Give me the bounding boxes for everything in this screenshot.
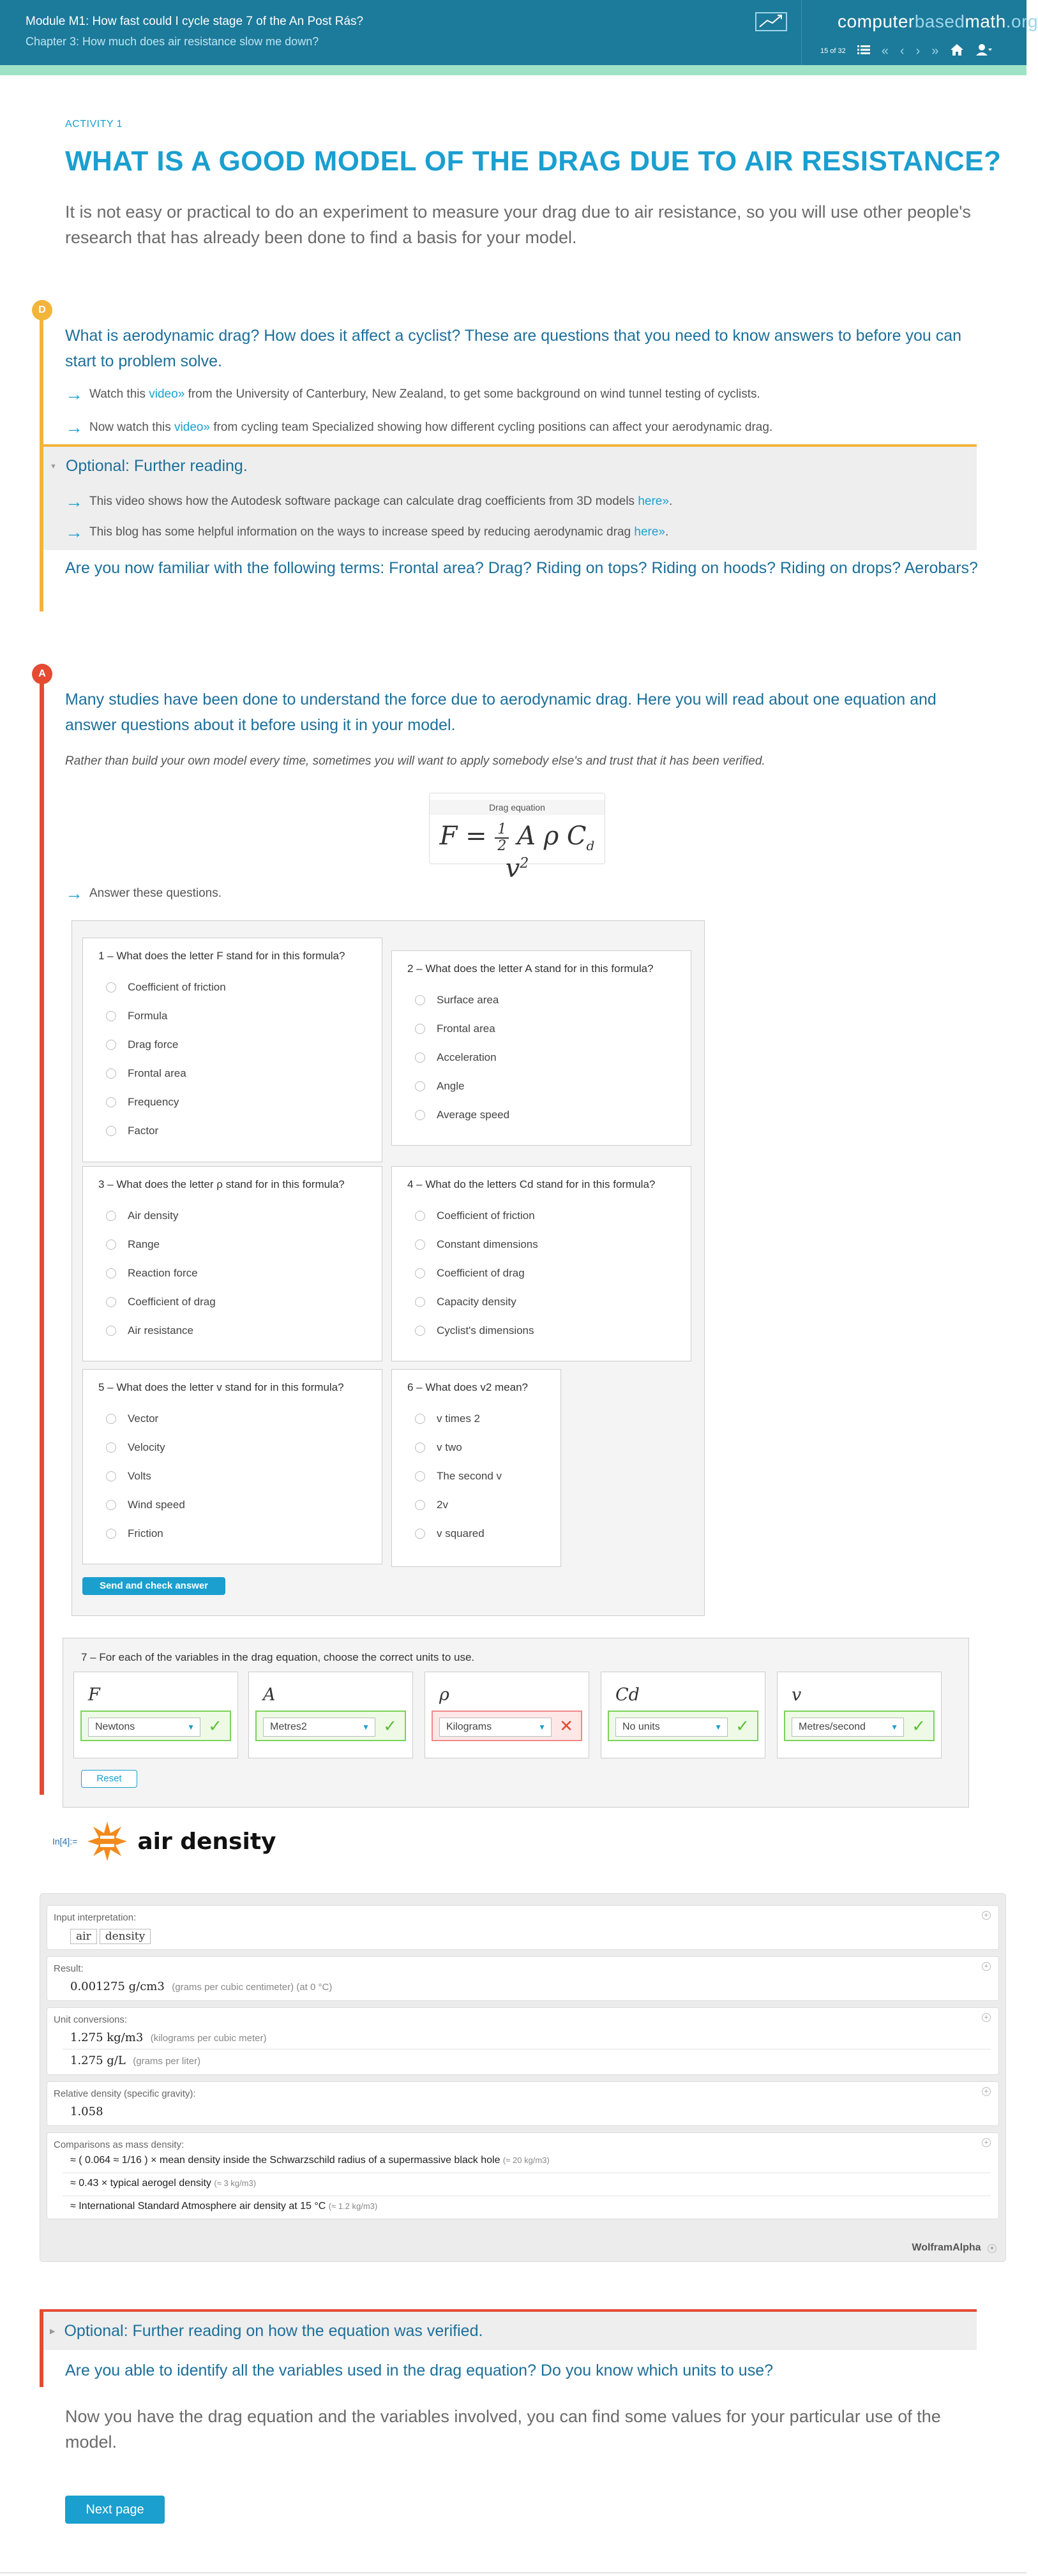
video-bullet-1-text (89, 387, 760, 401)
expand-triangle-icon: ▼ (50, 462, 57, 470)
radio-button[interactable] (415, 1024, 425, 1034)
q2-option-2[interactable] (415, 1014, 691, 1043)
optional-verification-box (43, 2309, 977, 2350)
option-label: Wind speed (128, 1498, 185, 1511)
arrow-icon: → (65, 522, 83, 542)
radio-button[interactable] (106, 1268, 116, 1278)
arrow-icon: → (65, 491, 83, 511)
q1-option-3[interactable] (106, 1030, 382, 1059)
user-icon[interactable] (975, 43, 992, 59)
next-page-icon[interactable]: › (915, 44, 921, 58)
section-d-closing-question: Are you now familiar with the following terms: Frontal area? Drag? Riding on tops? Riding on hoods? Riding on drops? Aerobars? (65, 559, 978, 577)
unit-variable-label: v (792, 1685, 802, 1705)
radio-button[interactable] (106, 1442, 116, 1453)
interpretation-chips (70, 1929, 153, 1944)
option-label: Cyclist's dimensions (437, 1324, 534, 1337)
unit-variable-label: ρ (439, 1685, 449, 1705)
header-bar (0, 0, 1038, 65)
q6-option-5[interactable] (415, 1519, 560, 1548)
radio-button[interactable] (106, 1326, 116, 1336)
comparison-text: ≈ 0.43 × typical aerogel density (70, 2178, 211, 2189)
arrow-icon: → (65, 417, 83, 437)
q6-option-2[interactable] (415, 1433, 560, 1462)
q5-option-4[interactable] (106, 1490, 382, 1519)
eq-denominator: 2 (497, 838, 507, 854)
option-label: Reaction force (128, 1266, 198, 1279)
section-d-badge: D (32, 300, 52, 320)
q5-option-1[interactable] (106, 1404, 382, 1433)
radio-button[interactable] (415, 1297, 425, 1307)
eq-v: v (505, 854, 520, 883)
unit-note: (grams per liter) (133, 2056, 201, 2067)
reset-button[interactable]: Reset (81, 1770, 137, 1788)
q4-option-5[interactable] (415, 1316, 691, 1345)
radio-button[interactable] (106, 1040, 116, 1050)
unit-select-f[interactable] (88, 1718, 200, 1737)
q4-option-3[interactable] (415, 1259, 691, 1287)
option-label: Frequency (128, 1095, 179, 1108)
result-line (70, 1980, 332, 1993)
radio-button[interactable] (415, 1529, 425, 1539)
list-icon[interactable] (857, 45, 870, 57)
pod-result (47, 1956, 999, 2001)
option-label: 2v (437, 1498, 448, 1511)
pod-relative-density (47, 2081, 999, 2126)
units-panel (63, 1638, 969, 1808)
optional-verification-title: Optional: Further reading on how the equation was verified. (64, 2322, 483, 2340)
q1-option-1[interactable] (106, 973, 382, 1001)
q5-option-2[interactable] (106, 1433, 382, 1462)
pod-unit-conversions (47, 2007, 999, 2075)
q6-option-4[interactable] (415, 1490, 560, 1519)
q3-option-5[interactable] (106, 1316, 382, 1345)
unit-variable-label: F (88, 1685, 100, 1705)
q3-option-2[interactable] (106, 1230, 382, 1259)
optional-bullet-2-text (89, 525, 668, 539)
radio-button[interactable] (106, 1097, 116, 1107)
closing-paragraph: Now you have the drag equation and the variables involved, you can find some values for your particular use of the model. (65, 2407, 941, 2452)
wolfram-input-row (52, 1820, 276, 1862)
chevron-down-icon: ▼ (714, 1723, 722, 1732)
chevron-down-icon: ▼ (891, 1723, 898, 1732)
question-4-title: 4 – What do the letters Cd stand for in this formula? (407, 1178, 656, 1190)
optional-reading-toggle[interactable] (50, 457, 248, 476)
unit-select-value: Newtons (95, 1721, 135, 1732)
unit-select-wrap-v (784, 1711, 935, 1741)
radio-button[interactable] (106, 1500, 116, 1510)
question-4 (391, 1166, 691, 1361)
unit-value: 1.275 kg/m3 (70, 2031, 144, 2044)
wolfram-star-icon (86, 1820, 128, 1862)
option-label: Angle (437, 1079, 465, 1092)
b2-pre: Now watch this (89, 421, 175, 434)
question-5-title: 5 – What does the letter v stand for in this formula? (98, 1381, 344, 1393)
q6-option-1[interactable] (415, 1404, 560, 1433)
wolfram-result-panel (40, 1893, 1006, 2262)
video-bullet-1 (65, 386, 760, 403)
eq-numerator: 1 (495, 822, 509, 839)
option-label: Air density (128, 1209, 179, 1222)
radio-button[interactable] (415, 1500, 425, 1510)
q2-option-1[interactable] (415, 985, 691, 1014)
b2-post: from cycling team Specialized showing how different cycling positions can affect your aerodynamic drag. (210, 421, 773, 434)
activity-label: ACTIVITY 1 (65, 119, 123, 130)
radio-button[interactable] (106, 1471, 116, 1481)
o1-post: . (668, 495, 673, 508)
drag-equation-label: Drag equation (430, 800, 605, 815)
radio-button[interactable] (106, 982, 116, 992)
arrow-icon: → (65, 384, 83, 404)
relative-density-value: 1.058 (70, 2105, 103, 2118)
q6-option-3[interactable] (415, 1462, 560, 1490)
unit-select-value: Kilograms (446, 1721, 492, 1732)
drag-equation (430, 821, 605, 883)
blog-link[interactable]: here» (634, 525, 665, 539)
unit-select-value: Metres2 (270, 1721, 307, 1732)
drag-equation-box (429, 793, 605, 883)
answer-prompt-text: Answer these questions. (89, 887, 222, 900)
option-label: Coefficient of drag (437, 1266, 525, 1279)
video-link-1[interactable]: video» (149, 387, 185, 401)
radio-button[interactable] (415, 1326, 425, 1336)
home-icon[interactable] (950, 43, 964, 59)
option-label: Vector (128, 1412, 159, 1425)
option-label: The second v (437, 1469, 502, 1482)
unit-select-cd[interactable] (615, 1718, 728, 1737)
unit-card-a (248, 1672, 413, 1758)
comparison-text: ≈ ( 0.064 ≈ 1/16 ) × mean density inside the Schwarzschild radius of a supermassive black hole (70, 2155, 500, 2166)
video-bullet-2-text (89, 421, 772, 435)
optional-reading-box (43, 444, 977, 550)
question-3-title: 3 – What does the letter ρ stand for in this formula? (98, 1178, 345, 1190)
q2-option-5[interactable] (415, 1100, 691, 1129)
option-label: Range (128, 1238, 160, 1250)
radio-button[interactable] (106, 1239, 116, 1250)
video-bullet-2 (65, 419, 772, 437)
page-count: 15 of 32 (820, 47, 846, 55)
chevron-down-icon: ▼ (362, 1723, 370, 1732)
activity-title: WHAT IS A GOOD MODEL OF THE DRAG DUE TO AIR RESISTANCE? (65, 146, 1002, 177)
o2-pre: This blog has some helpful information on the ways to increase speed by reducing aerodynamic drag (89, 525, 635, 539)
radio-button[interactable] (106, 1068, 116, 1079)
radio-button[interactable] (415, 995, 425, 1005)
pod-title: Input interpretation: (54, 1912, 137, 1923)
bottom-rule (0, 2572, 1027, 2573)
chart-icon[interactable] (753, 9, 789, 34)
video-link-2[interactable]: video» (174, 421, 211, 434)
q3-option-4[interactable] (106, 1287, 382, 1316)
unit-select-value: Metres/second (799, 1721, 866, 1732)
cross-icon: ✕ (559, 1716, 573, 1735)
chapter-title[interactable]: Chapter 3: How much does air resistance slow me down? (26, 35, 319, 48)
q1-option-6[interactable] (106, 1116, 382, 1145)
next-page-button[interactable]: Next page (65, 2496, 165, 2524)
wolfram-query[interactable]: air density (137, 1828, 276, 1855)
option-label: Constant dimensions (437, 1238, 538, 1250)
brand-word-computer: computer (838, 11, 915, 31)
unit-line-1 (70, 2031, 266, 2044)
section-a-heading: Many studies have been done to understand the force due to aerodynamic drag. Here you will read about one equation and answer questions about it before using it in your model. (65, 691, 936, 734)
radio-button[interactable] (415, 1211, 425, 1221)
pod-title: Unit conversions: (54, 2014, 128, 2025)
optional-bullet-1-text (89, 495, 672, 509)
question-5 (82, 1369, 382, 1564)
send-and-check-button[interactable]: Send and check answer (82, 1577, 225, 1595)
radio-button[interactable] (415, 1414, 425, 1424)
option-label: Coefficient of friction (128, 980, 226, 993)
option-label: Frontal area (437, 1022, 495, 1035)
option-label: v times 2 (437, 1412, 481, 1425)
plus-icon[interactable]: + (988, 2244, 997, 2253)
result-value: 0.001275 g/cm3 (70, 1980, 165, 1993)
q5-option-5[interactable] (106, 1519, 382, 1548)
b1-post: from the University of Canterbury, New Zealand, to get some background on wind tunnel testing of cyclists. (184, 387, 760, 401)
expand-triangle-icon: ▶ (50, 2328, 56, 2335)
unit-select-rho[interactable] (439, 1718, 552, 1737)
autodesk-link[interactable]: here» (638, 495, 669, 508)
radio-button[interactable] (415, 1442, 425, 1453)
pod-title: Result: (54, 1963, 84, 1974)
option-label: v squared (437, 1527, 485, 1539)
brand-logo[interactable] (838, 11, 1038, 32)
brand-word-org: .org (1005, 11, 1038, 31)
input-prompt-label: In[4]:= (52, 1836, 78, 1846)
checkmark-icon: ✓ (735, 1716, 749, 1735)
unit-select-wrap-cd (608, 1711, 758, 1741)
unit-value: 1.275 g/L (70, 2054, 126, 2067)
first-page-icon[interactable]: « (881, 44, 889, 58)
option-label: v two (437, 1441, 462, 1453)
chevron-down-icon: ▼ (538, 1723, 546, 1732)
unit-variable-label: Cd (615, 1685, 640, 1705)
arrow-icon: → (65, 883, 83, 903)
units-question-title: 7 – For each of the variables in the drag equation, choose the correct units to use. (81, 1651, 475, 1663)
unit-card-f (73, 1672, 238, 1758)
unit-card-rho (425, 1672, 589, 1758)
q2-option-4[interactable] (415, 1072, 691, 1100)
q1-option-4[interactable] (106, 1059, 382, 1088)
radio-button[interactable] (106, 1211, 116, 1221)
comparison-1 (70, 2155, 550, 2166)
radio-button[interactable] (415, 1052, 425, 1063)
comparison-text: ≈ International Standard Atmosphere air density at 15 °C (70, 2201, 326, 2212)
unit-card-cd (601, 1672, 765, 1758)
q2-option-3[interactable] (415, 1043, 691, 1072)
q3-option-3[interactable] (106, 1259, 382, 1287)
option-label: Acceleration (437, 1051, 497, 1063)
chip-air: air (70, 1929, 97, 1944)
comparison-note: (≈ 20 kg/m3) (502, 2155, 550, 2165)
pod-input-interpretation (47, 1905, 999, 1950)
radio-button[interactable] (415, 1471, 425, 1481)
checkmark-icon: ✓ (912, 1716, 926, 1735)
plus-icon[interactable]: + (982, 1911, 991, 1920)
section-d-heading: What is aerodynamic drag? How does it affect a cyclist? These are questions that you need to know answers to before you can start to problem solve. (65, 327, 962, 370)
checkmark-icon: ✓ (208, 1716, 222, 1735)
question-2-title: 2 – What does the letter A stand for in this formula? (407, 962, 654, 975)
optional-bullet-1 (65, 493, 672, 511)
unit-select-a[interactable] (263, 1718, 375, 1737)
o2-post: . (665, 525, 669, 539)
header-accent-strip (0, 65, 1027, 75)
radio-button[interactable] (415, 1268, 425, 1278)
q4-option-2[interactable] (415, 1230, 691, 1259)
question-1-title: 1 – What does the letter F stand for in this formula? (98, 950, 345, 962)
option-label: Capacity density (437, 1295, 516, 1308)
option-label: Velocity (128, 1441, 165, 1453)
last-page-icon[interactable]: » (931, 44, 939, 58)
o1-pre: This video shows how the Autodesk software package can calculate drag coefficients from 3D models (89, 495, 638, 508)
radio-button[interactable] (106, 1529, 116, 1539)
question-3 (82, 1166, 382, 1361)
option-label: Volts (128, 1469, 151, 1482)
radio-button[interactable] (415, 1081, 425, 1091)
q4-option-4[interactable] (415, 1287, 691, 1316)
radio-button[interactable] (106, 1414, 116, 1424)
option-label: Coefficient of drag (128, 1295, 216, 1308)
plus-icon[interactable]: + (982, 1962, 991, 1971)
eq-terms: A ρ C (509, 821, 587, 851)
unit-select-wrap-rho (432, 1711, 582, 1741)
option-label: Surface area (437, 993, 499, 1006)
page-navigation (820, 41, 992, 61)
option-label: Drag force (128, 1038, 179, 1051)
eq-superscript: 2 (520, 855, 529, 872)
unit-select-wrap-f (80, 1711, 231, 1741)
brand-word-math: math (965, 11, 1006, 31)
option-label: Friction (128, 1527, 163, 1539)
answer-prompt (65, 885, 222, 902)
checkmark-icon: ✓ (383, 1716, 397, 1735)
question-1 (82, 938, 382, 1162)
unit-select-value: No units (622, 1721, 660, 1732)
b1-pre: Watch this (89, 387, 149, 401)
chevron-down-icon: ▼ (187, 1723, 195, 1732)
chip-density: density (100, 1929, 151, 1944)
unit-line-2 (70, 2054, 200, 2067)
unit-select-v[interactable] (792, 1718, 904, 1737)
brand-word-based: based (914, 11, 965, 31)
eq-fraction (495, 822, 509, 854)
radio-button[interactable] (106, 1297, 116, 1307)
q3-option-1[interactable] (106, 1201, 382, 1230)
wolframalpha-label: WolframAlpha (912, 2242, 981, 2253)
comparison-note: (≈ 1.2 kg/m3) (328, 2201, 378, 2211)
section-a-rail (40, 677, 44, 1795)
module-title[interactable]: Module M1: How fast could I cycle stage 7 of the An Post Rás? (26, 15, 364, 28)
option-label: Factor (128, 1124, 159, 1137)
option-label: Formula (128, 1009, 168, 1022)
unit-note: (kilograms per cubic meter) (150, 2033, 267, 2044)
plus-icon[interactable]: + (982, 2013, 991, 2022)
units-closing-question: Are you able to identify all the variables used in the drag equation? Do you know which units to use? (65, 2362, 774, 2379)
option-label: Average speed (437, 1108, 510, 1121)
question-6 (391, 1369, 561, 1567)
plus-icon[interactable]: + (982, 2138, 991, 2147)
q4-option-1[interactable] (415, 1201, 691, 1230)
q1-option-2[interactable] (106, 1001, 382, 1030)
question-2 (391, 950, 691, 1146)
optional-reading-title: Optional: Further reading. (65, 457, 248, 475)
section-a-note: Rather than build your own model every time, sometimes you will want to apply somebody else's and trust that it has been verified. (65, 754, 765, 768)
eq-equals: = (457, 821, 495, 851)
radio-button[interactable] (106, 1011, 116, 1021)
optional-verification-toggle[interactable] (50, 2322, 483, 2340)
section-a-badge: A (32, 664, 52, 684)
prev-page-icon[interactable]: ‹ (899, 44, 905, 58)
comparison-3 (70, 2201, 377, 2212)
q1-option-5[interactable] (106, 1088, 382, 1116)
option-label: Frontal area (128, 1067, 186, 1079)
activity-intro: It is not easy or practical to do an experiment to measure your drag due to air resistance, so you will use other people's research that has already been done to find a basis for your model. (65, 202, 971, 247)
wolframalpha-footer[interactable] (912, 2242, 997, 2254)
pod-title: Relative density (specific gravity): (54, 2088, 196, 2099)
comparison-2 (70, 2178, 256, 2189)
plus-icon[interactable]: + (982, 2087, 991, 2096)
eq-subscript: d (586, 838, 595, 853)
option-label: Coefficient of friction (437, 1209, 535, 1222)
unit-variable-label: A (263, 1685, 276, 1705)
result-note: (grams per cubic centimeter) (at 0 °C) (172, 1982, 333, 1993)
option-label: Air resistance (128, 1324, 193, 1337)
question-6-title: 6 – What does v2 mean? (407, 1381, 529, 1393)
radio-button[interactable] (106, 1126, 116, 1136)
quiz-panel (71, 920, 705, 1616)
pod-title: Comparisons as mass density: (54, 2139, 184, 2150)
comparison-note: (≈ 3 kg/m3) (214, 2178, 257, 2188)
pod-comparisons (47, 2132, 999, 2219)
header-divider (801, 0, 802, 65)
radio-button[interactable] (415, 1110, 425, 1120)
eq-f: F (439, 821, 458, 851)
q5-option-3[interactable] (106, 1462, 382, 1490)
unit-select-wrap-a (255, 1711, 406, 1741)
optional-bullet-2 (65, 523, 668, 541)
radio-button[interactable] (415, 1239, 425, 1250)
unit-card-v (777, 1672, 942, 1758)
